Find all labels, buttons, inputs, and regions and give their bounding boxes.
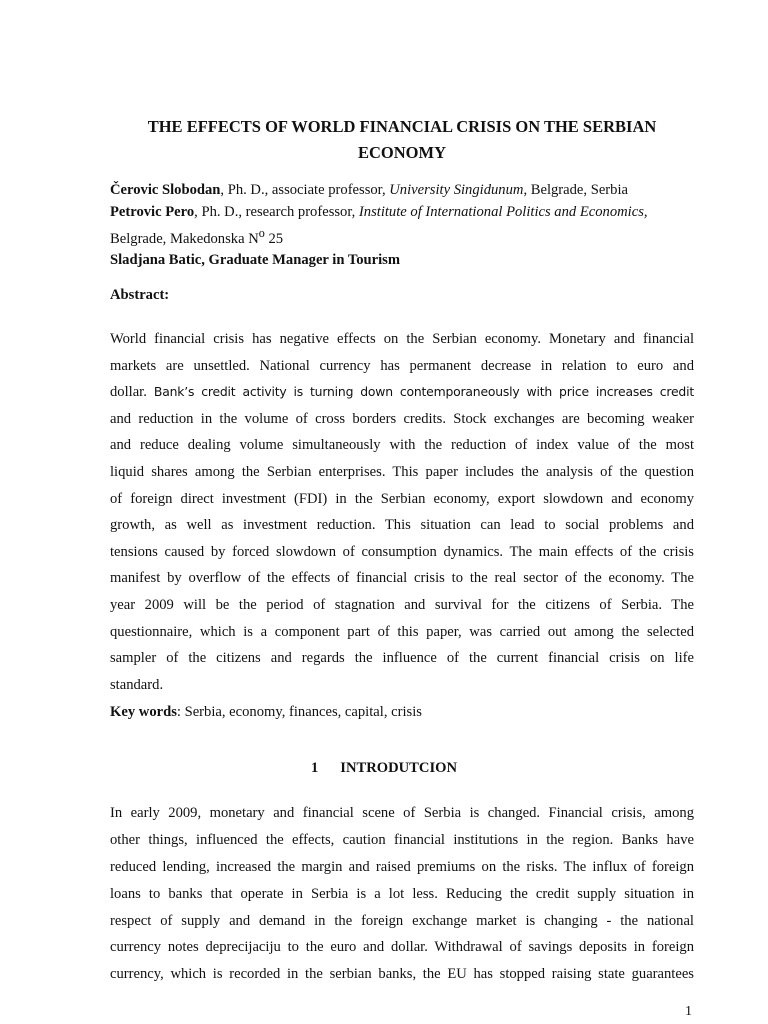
abstract-line: sampler of the citizens and regards the influence of the current financial crisis on life bbox=[110, 650, 694, 667]
author-1-location: , Belgrade, Serbia bbox=[523, 182, 628, 198]
title-line-2: ECONOMY bbox=[358, 143, 446, 162]
abstract-line-mixed bbox=[110, 379, 694, 406]
abstract-line: World financial crisis has negative effects on the Serbian economy. Monetary and financial bbox=[110, 331, 694, 347]
intro-line: In early 2009, monetary and financial scene of Serbia is changed. Financial crisis, among bbox=[110, 805, 694, 821]
abstract-line: liquid shares among the Serbian enterprises. This paper includes the analysis of the question bbox=[110, 463, 694, 480]
author-2-address bbox=[110, 223, 700, 250]
abstract-line: growth, as well as investment reduction. This situation can lead to social problems and bbox=[110, 517, 694, 534]
section-title: INTRODUTCION bbox=[340, 760, 458, 776]
author-1 bbox=[110, 180, 700, 202]
intro-body bbox=[110, 800, 694, 988]
author-2-address-line: Belgrade, Makedonska N bbox=[110, 230, 259, 247]
section-number: 1 bbox=[310, 760, 319, 776]
abstract-heading: Abstract: bbox=[110, 287, 170, 303]
abstract-line: year 2009 will be the period of stagnation and survival for the citizens of Serbia. The bbox=[110, 596, 694, 613]
intro-line: currency, which is recorded in the serbian banks, the EU has stopped raising state guarantees bbox=[110, 966, 694, 983]
intro-line: other things, influenced the effects, caution financial institutions in the region. Banks have bbox=[110, 831, 694, 848]
abstract-line-3-serif: dollar. bbox=[110, 384, 147, 401]
author-1-name: Čerovic Slobodan bbox=[110, 182, 221, 198]
author-3 bbox=[110, 250, 700, 272]
keywords bbox=[110, 704, 422, 721]
intro-line: loans to banks that operate in Serbia is a lot less. Reducing the credit supply situation in bbox=[110, 885, 694, 902]
abstract-body bbox=[110, 326, 694, 698]
author-3-full: Sladjana Batic, Graduate Manager in Tourism bbox=[110, 252, 401, 269]
abstract-line: markets are unsettled. National currency has permanent decrease in relation to euro and bbox=[110, 357, 694, 374]
keywords-label: Key words bbox=[110, 704, 177, 720]
abstract-line: questionnaire, which is a component part of this paper, was carried out among the selected bbox=[110, 623, 694, 640]
abstract-line: of foreign direct investment (FDI) in the Serbian economy, export slowdown and economy bbox=[110, 490, 694, 507]
abstract-line-3-sans: Bank’s credit activity is turning down contemporaneously with price increases credit bbox=[146, 384, 694, 400]
author-2-address-num: 25 bbox=[264, 230, 284, 247]
author-2-affiliation: Institute of International Politics and Economics, bbox=[358, 203, 648, 220]
title-line-1: THE EFFECTS OF WORLD FINANCIAL CRISIS ON THE SERBIAN bbox=[147, 117, 657, 136]
keywords-value: : Serbia, economy, finances, capital, crisis bbox=[176, 704, 422, 720]
intro-line: respect of supply and demand in the foreign exchange market is changing - the national bbox=[110, 912, 694, 929]
author-2 bbox=[110, 202, 700, 224]
paper-title bbox=[110, 114, 694, 166]
author-1-degree: , Ph. D., associate professor, bbox=[220, 182, 390, 198]
abstract-line-last: standard. bbox=[110, 676, 164, 693]
abstract-line: and reduction in the volume of cross borders credits. Stock exchanges are becoming weaker bbox=[110, 410, 694, 427]
abstract-line: manifest by overflow of the effects of financial crisis to the real sector of the economy. The bbox=[110, 570, 694, 587]
abstract-line: tensions caused by forced slowdown of consumption dynamics. The main effects of the crisis bbox=[110, 543, 694, 560]
author-2-name: Petrovic Pero bbox=[110, 203, 195, 220]
section-heading bbox=[0, 760, 768, 777]
author-2-address-sup: o bbox=[258, 226, 265, 240]
intro-line: reduced lending, increased the margin and raised premiums on the risks. The influx of foreign bbox=[110, 858, 694, 875]
author-block bbox=[110, 180, 700, 272]
page-number: 1 bbox=[685, 1004, 692, 1019]
intro-line: currency notes deprecijaciju to the euro and dollar. Withdrawal of savings deposits in foreign bbox=[110, 939, 694, 956]
author-1-affiliation: University Singidunum bbox=[389, 182, 524, 198]
abstract-line: and reduce dealing volume simultaneously with the reduction of index value of the most bbox=[110, 437, 694, 454]
author-2-degree: , Ph. D., research professor, bbox=[194, 203, 359, 220]
